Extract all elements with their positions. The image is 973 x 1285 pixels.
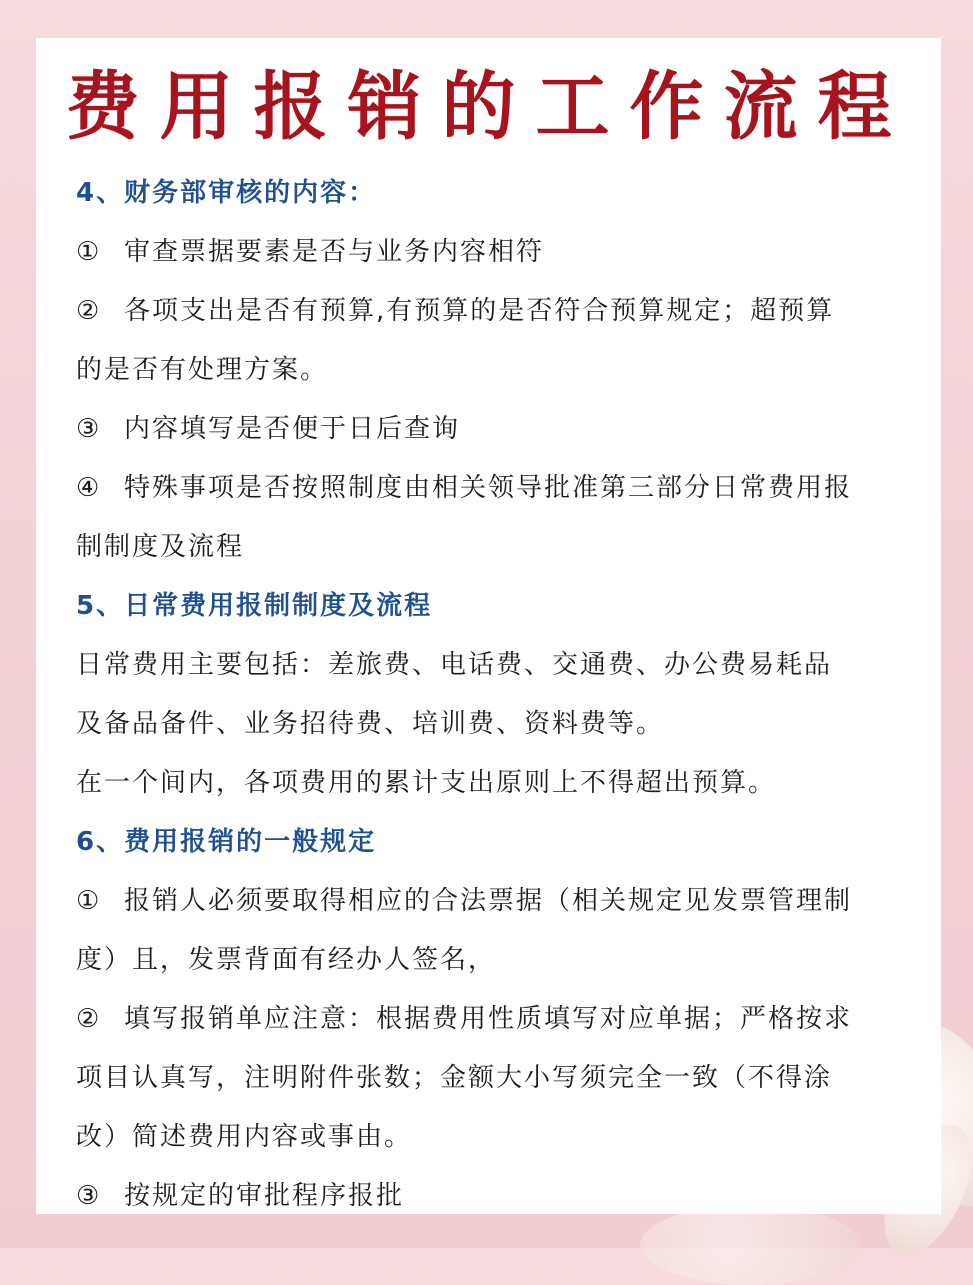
line-text: 内容填写是否便于日后查询 [124,414,461,444]
text-line [76,754,906,813]
line-text: 报销人必须要取得相应的合法票据（相关规定见发票管理制 [124,886,853,916]
text-line [76,518,906,577]
item-number: ③ [76,1181,102,1211]
text-line [76,931,906,990]
item-number: ④ [76,473,102,503]
line-text: 项目认真写，注明附件张数；金额大小写须完全一致（不得涂 [76,1063,833,1093]
item-number: ① [76,237,102,267]
line-text: 填写报销单应注意：根据费用性质填写对应单据；严格按求 [124,1004,853,1034]
line-text: 特殊事项是否按照制度由相关领导批准第三部分日常费用报 [124,473,853,503]
item-number: ① [76,886,102,916]
section-heading-5: 5、日常费用报制制度及流程 [76,591,433,621]
item-number: ③ [76,414,102,444]
text-line [76,872,906,931]
line-text: 及备品备件、业务招待费、培训费、资料费等。 [76,709,665,739]
line-text: 日常费用主要包括：差旅费、电话费、交通费、办公费易耗品 [76,650,833,680]
line-text: 制制度及流程 [76,532,245,562]
text-line [76,341,906,400]
text-line [76,459,906,518]
text-line [76,282,906,341]
line-text: 的是否有处理方案。 [76,355,329,385]
page-title: 费用报销的工作流程 [65,64,912,150]
line-text: 改）简述费用内容或事由。 [76,1122,413,1152]
line-text: 在一个间内，各项费用的累计支出原则上不得超出预算。 [76,768,777,798]
line-text: 审查票据要素是否与业务内容相符 [124,237,545,267]
text-line [76,1049,906,1108]
text-line [76,695,906,754]
text-line [76,1167,906,1226]
line-text: 按规定的审批程序报批 [124,1181,405,1211]
document-body [76,164,906,1226]
item-number: ② [76,1004,102,1034]
item-number: ② [76,296,102,326]
text-line [76,223,906,282]
text-line [76,636,906,695]
line-text: 度）且，发票背面有经办人签名， [76,945,497,975]
text-line [76,990,906,1049]
text-line [76,1108,906,1167]
text-line [76,400,906,459]
section-heading-6: 6、费用报销的一般规定 [76,827,377,857]
line-text: 各项支出是否有预算,有预算的是否符合预算规定；超预算 [124,296,835,326]
section-heading-4: 4、财务部审核的内容： [76,178,377,208]
